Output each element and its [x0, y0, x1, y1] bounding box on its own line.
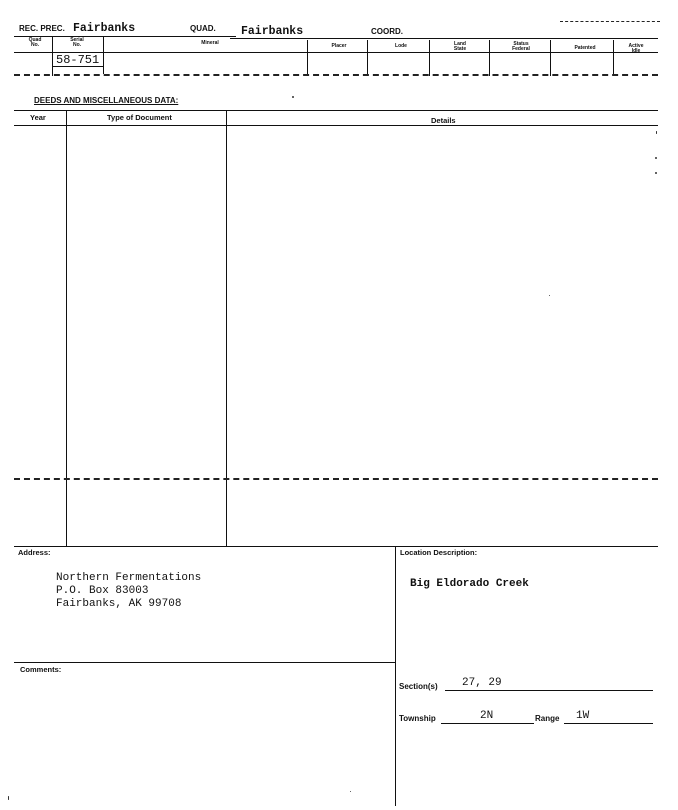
margin-mark-2 [655, 157, 657, 159]
header-cols-line [14, 52, 658, 53]
township-label: Township [399, 714, 436, 723]
col-status-federal: Status Federal [512, 41, 530, 52]
vline-status [550, 40, 551, 76]
sections-label: Section(s) [399, 682, 438, 691]
address-line-2: P.O. Box 83003 [56, 585, 149, 597]
serial-value: 58-751 [56, 53, 100, 67]
vline-patented [613, 40, 614, 76]
margin-mark-4 [549, 295, 550, 296]
col-year: Year [30, 113, 46, 122]
deeds-dashed-divider [14, 478, 658, 480]
rec-prec-value: Fairbanks [73, 22, 136, 35]
speck [292, 96, 294, 98]
margin-mark-1 [656, 131, 657, 134]
header-top-line [14, 36, 236, 37]
township-underline [441, 723, 534, 724]
col-serial-no: Serial No. [70, 37, 84, 48]
comments-top-line [14, 662, 395, 663]
vline-bottom-split [395, 546, 396, 806]
location-value: Big Eldorado Creek [410, 578, 529, 590]
col-type-of-document: Type of Document [107, 113, 172, 122]
address-line-3: Fairbanks, AK 99708 [56, 598, 182, 610]
header-dashed-bottom [14, 74, 658, 76]
vline-type [226, 110, 227, 546]
col-patented: Patented [574, 45, 596, 51]
vline-serial [103, 36, 104, 74]
deeds-header-line [14, 125, 658, 126]
address-label: Address: [18, 548, 51, 557]
vline-placer [367, 40, 368, 76]
deeds-title: DEEDS AND MISCELLANEOUS DATA: [34, 96, 179, 105]
vline-year [66, 110, 67, 546]
col-active-idle: Active Idle [628, 43, 644, 54]
col-lode: Lode [395, 43, 407, 49]
location-label: Location Description: [400, 548, 478, 557]
range-label: Range [535, 714, 560, 723]
deeds-top-line [14, 110, 658, 111]
col-details: Details [431, 116, 456, 125]
coord-label: COORD. [371, 27, 403, 36]
range-value: 1W [576, 710, 590, 722]
margin-mark-3 [655, 172, 657, 174]
comments-label: Comments: [20, 665, 62, 674]
quad-value: Fairbanks [241, 25, 304, 38]
quad-label: QUAD. [190, 24, 216, 33]
vline-land [489, 40, 490, 76]
col-placer: Placer [331, 43, 347, 49]
sections-underline [445, 690, 653, 691]
address-line-1: Northern Fermentations [56, 572, 202, 584]
rec-prec-label: REC. PREC. [19, 24, 65, 33]
speck-bottom-mid [350, 791, 351, 792]
header-dash-right [560, 21, 660, 22]
header-underline-quad [230, 38, 658, 39]
township-value: 2N [480, 710, 494, 722]
col-land-state: Land State [453, 41, 467, 52]
col-mineral: Mineral [201, 40, 219, 46]
bottom-top-line [14, 546, 658, 547]
range-underline [564, 723, 653, 724]
sections-value: 27, 29 [462, 677, 502, 689]
vline-mineral [307, 40, 308, 76]
speck-bottom-left [8, 796, 9, 800]
vline-lode [429, 40, 430, 76]
vline-quad [52, 36, 53, 76]
col-quad-no: Quad No. [28, 37, 42, 48]
serial-underline [52, 66, 103, 67]
